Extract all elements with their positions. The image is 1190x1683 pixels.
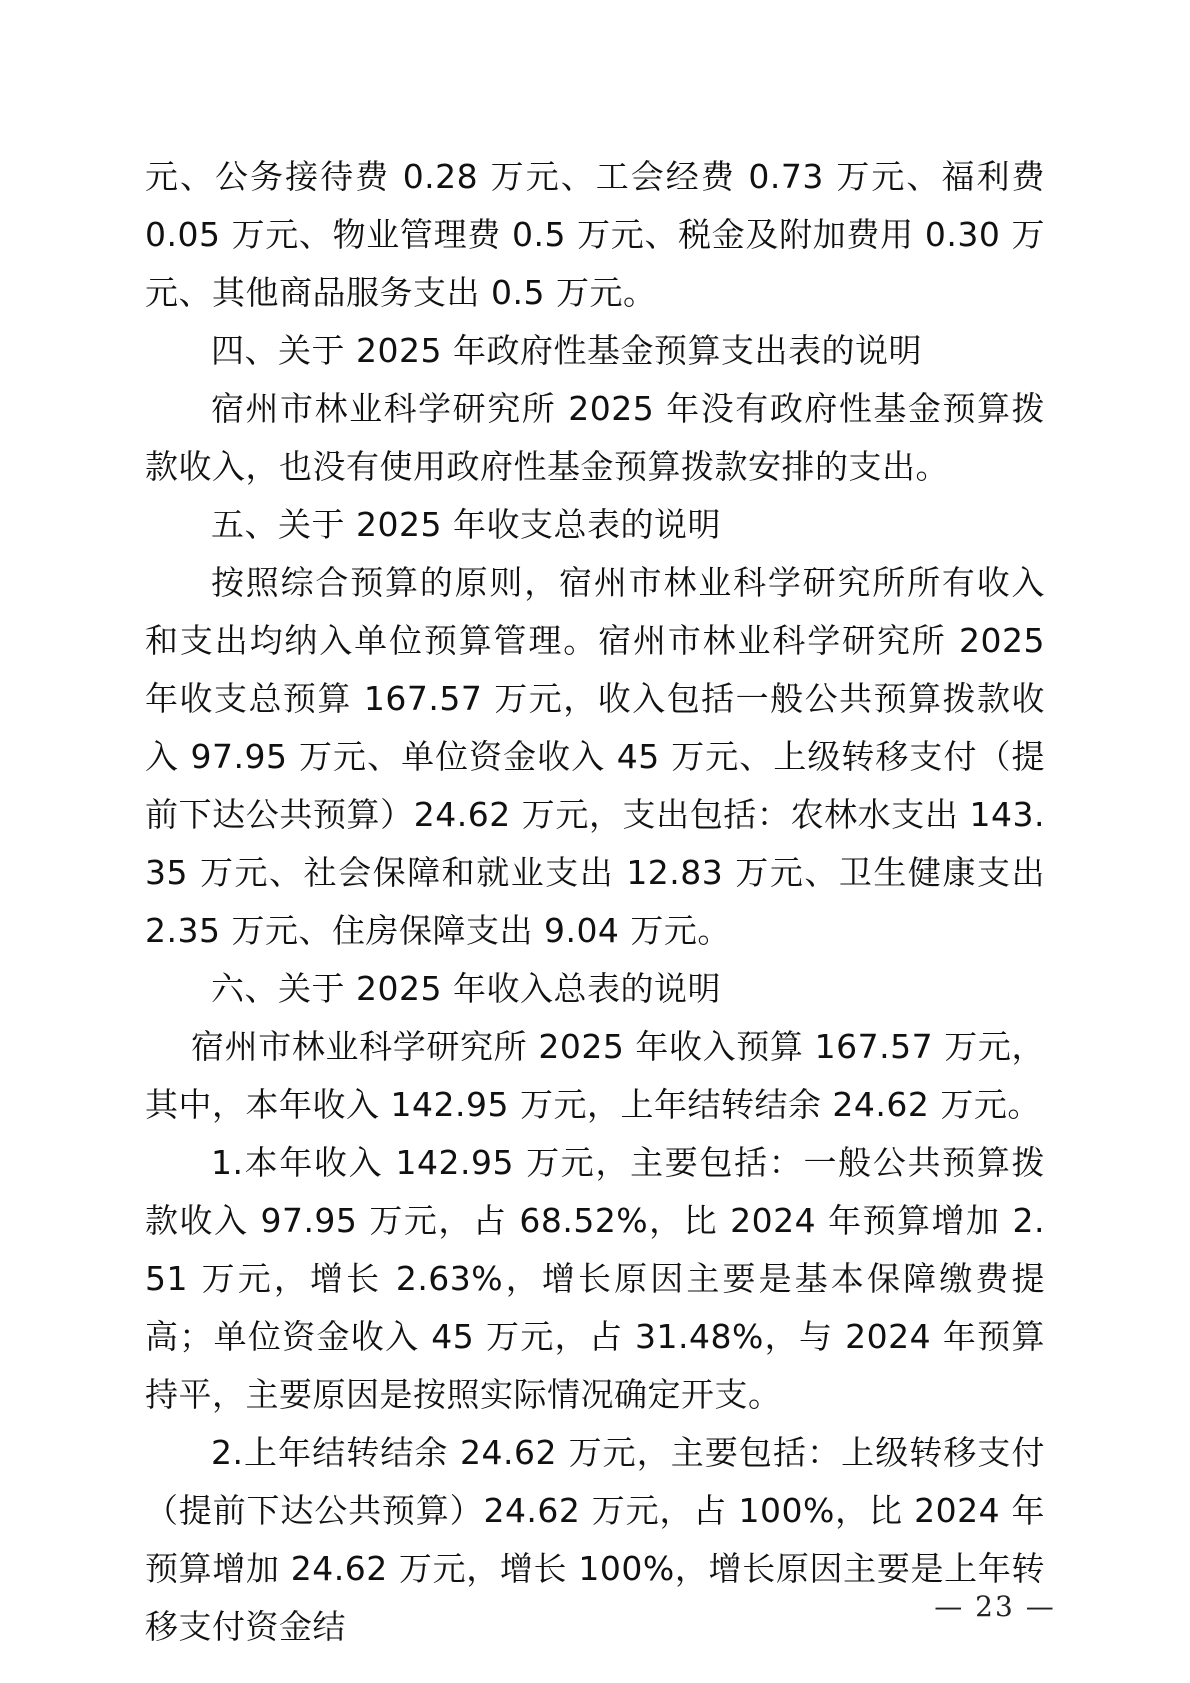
paragraph-continuation: 元、公务接待费 0.28 万元、工会经费 0.73 万元、福利费 0.05 万元、物业管理费 0.5 万元、税金及附加费用 0.30 万元、其他商品服务支出 0.5 万元。 (145, 157, 1045, 312)
document-body (145, 148, 1045, 1656)
paragraph-income-summary: 宿州市林业科学研究所 2025 年收入预算 167.57 万元，其中，本年收入 142.95 万元，上年结转结余 24.62 万元。 (145, 1027, 1045, 1124)
paragraph-carryover: 2.上年结转结余 24.62 万元，主要包括：上级转移支付（提前下达公共预算）24.62 万元，占 100%，比 2024 年预算增加 24.62 万元，增长 100%，增长原因主要是上年转移支付资金结 (145, 1433, 1045, 1646)
paragraph-current-year-income: 1.本年收入 142.95 万元，主要包括：一般公共预算拨款收入 97.95 万元，占 68.52%，比 2024 年预算增加 2.51 万元，增长 2.63%，增长原因主要是基本保障缴费提高；单位资金收入 45 万元，占 31.48%，与 2024 年预算持平，主要原因是按照实际情况确定开支。 (145, 1143, 1045, 1414)
section-heading-4: 四、关于 2025 年政府性基金预算支出表的说明 (211, 331, 922, 370)
section-heading-5: 五、关于 2025 年收支总表的说明 (211, 505, 721, 544)
paragraph-gov-fund: 宿州市林业科学研究所 2025 年没有政府性基金预算拨款收入，也没有使用政府性基金预算拨款安排的支出。 (145, 389, 1045, 486)
page-number: — 23 — (934, 1590, 1056, 1623)
paragraph-budget-summary: 按照综合预算的原则，宿州市林业科学研究所所有收入和支出均纳入单位预算管理。宿州市林业科学研究所 2025 年收支总预算 167.57 万元，收入包括一般公共预算拨款收入 97.95 万元、单位资金收入 45 万元、上级转移支付（提前下达公共预算）24.62 万元，支出包括：农林水支出 143.35 万元、社会保障和就业支出 12.83 万元、卫生健康支出 2.35 万元、住房保障支出 9.04 万元。 (145, 563, 1045, 950)
section-heading-6: 六、关于 2025 年收入总表的说明 (211, 969, 721, 1008)
